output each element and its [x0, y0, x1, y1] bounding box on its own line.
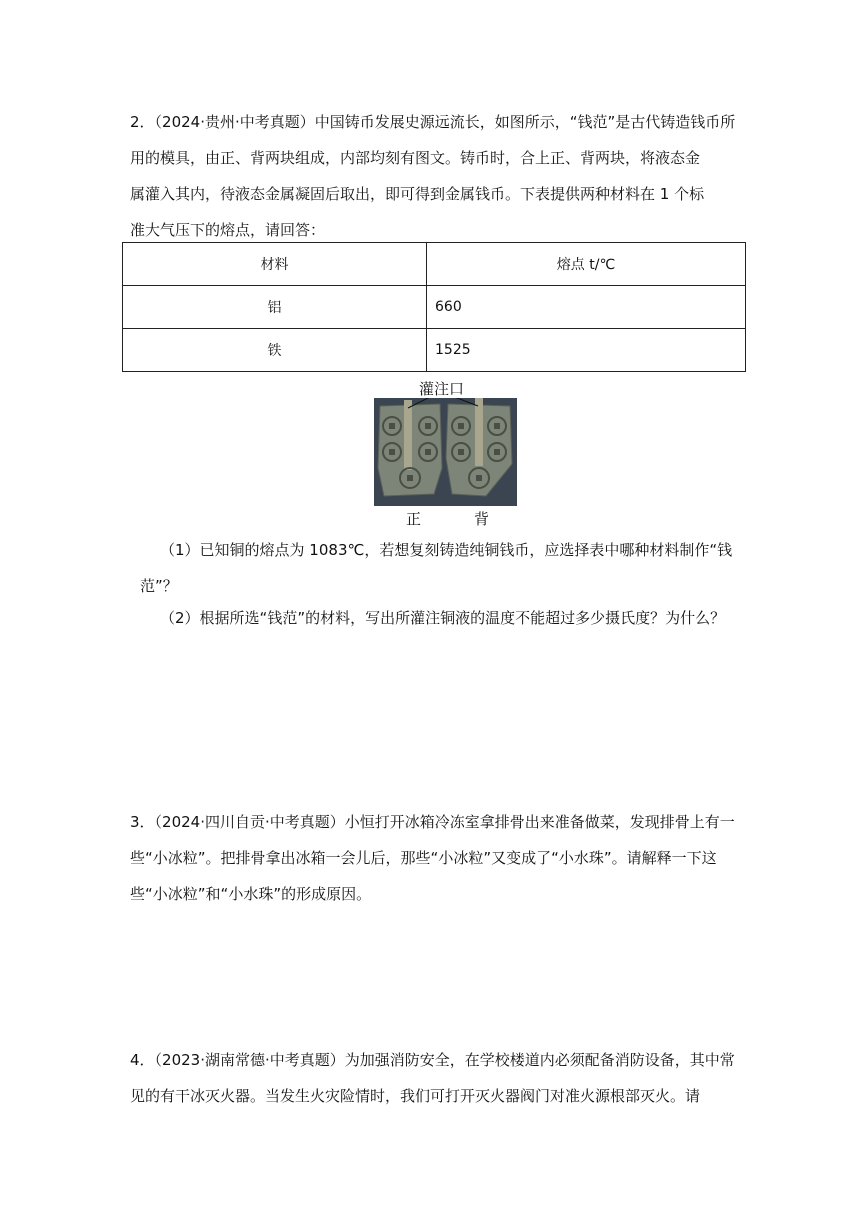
question-3-text	[130, 804, 742, 912]
table-header-material: 材料	[123, 243, 427, 286]
figure-label-front: 正	[406, 510, 422, 528]
question-2-sub-2	[160, 600, 745, 636]
q3-line-3: 些“小冰粒”和“小水珠”的形成原因。	[130, 885, 372, 903]
figure-label-back: 背	[474, 510, 490, 528]
question-4-text	[130, 1042, 742, 1114]
table-cell-material: 铝	[123, 286, 427, 329]
q2-line-2: 用的模具，由正、背两块组成，内部均刻有图文。铸币时，合上正、背两块，将液态金	[130, 149, 701, 167]
table-cell-value: 660	[427, 286, 746, 329]
q4-line-2: 见的有干冰灭火器。当发生火灾险情时，我们可打开灭火器阀门对准火源根部灭火。请	[130, 1087, 701, 1105]
table-header-row	[123, 243, 746, 286]
coin-mold-image	[374, 398, 517, 506]
q3-line-1: 3．（2024·四川自贡·中考真题）小恒打开冰箱冷冻室拿排骨出来准备做菜，发现排骨上有一	[130, 813, 735, 831]
q2-line-3: 属灌入其内，待液态金属凝固后取出，即可得到金属钱币。下表提供两种材料在 1 个标	[130, 185, 705, 203]
table-row	[123, 329, 746, 372]
q2-sub2-line-1: （2）根据所选“钱范”的材料，写出所灌注铜液的温度不能超过多少摄氏度？为什么？	[160, 609, 726, 627]
figure-label-pour-inlet: 灌注口	[419, 380, 465, 398]
q3-line-2: 些“小冰粒”。把排骨拿出冰箱一会儿后，那些“小冰粒”又变成了“小水珠”。请解释一下这	[130, 849, 717, 867]
question-2-sub-1	[140, 532, 745, 604]
table-cell-material: 铁	[123, 329, 427, 372]
q2-sub1-line-1: （1）已知铜的熔点为 1083℃，若想复刻铸造纯铜钱币，应选择表中哪种材料制作“钱	[160, 541, 733, 559]
table-row	[123, 286, 746, 329]
melting-point-table	[122, 242, 746, 372]
coin-mold-figure	[374, 376, 517, 528]
table-header-melting-point: 熔点 t/℃	[427, 243, 746, 286]
q4-line-1: 4．（2023·湖南常德·中考真题）为加强消防安全，在学校楼道内必须配备消防设备，其中常	[130, 1051, 735, 1069]
q2-sub1-line-2: 范”？	[140, 577, 178, 595]
question-2-text	[130, 104, 742, 248]
q2-line-1: 2．（2024·贵州·中考真题）中国铸币发展史源远流长，如图所示，“钱范”是古代铸造钱币所	[130, 113, 736, 131]
table-cell-value: 1525	[427, 329, 746, 372]
q2-line-4: 准大气压下的熔点，请回答：	[130, 221, 326, 239]
